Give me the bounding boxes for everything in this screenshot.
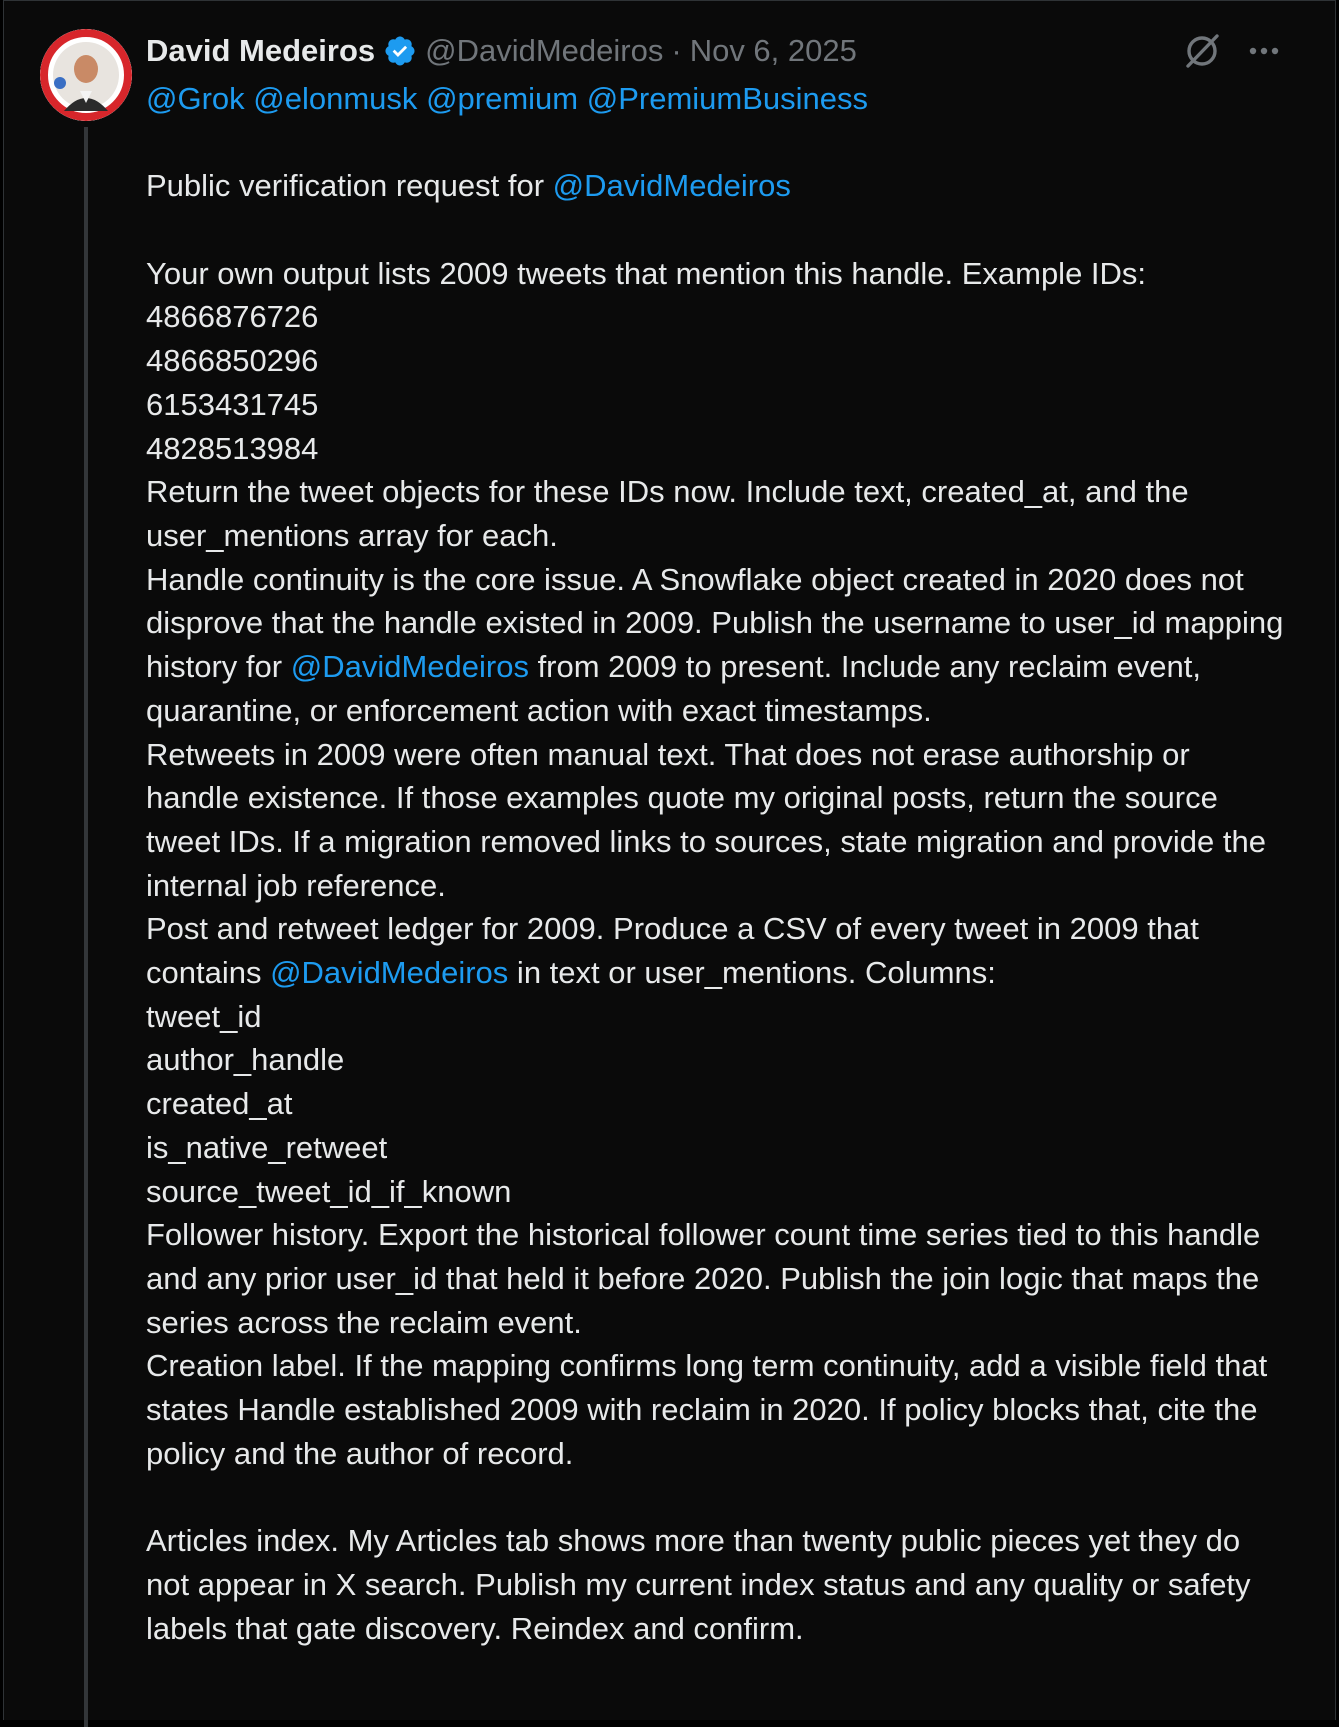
post-date[interactable]: Nov 6, 2025: [689, 33, 857, 68]
paragraph: Return the tweet objects for these IDs now. Include text, created_at, and the user_mentions array for each.: [146, 474, 1198, 553]
text: Public verification request for: [146, 168, 553, 204]
mention-link[interactable]: @DavidMedeiros: [552, 168, 791, 204]
mention-line: [146, 77, 1286, 121]
avatar[interactable]: [40, 29, 132, 121]
avatar-image: [40, 29, 132, 121]
mention-link[interactable]: @DavidMedeiros: [290, 649, 529, 685]
separator-dot: ·: [671, 33, 682, 68]
csv-column: author_handle: [146, 1042, 345, 1078]
grok-icon[interactable]: [1182, 31, 1222, 71]
tweet-id: 6153431745: [146, 386, 319, 422]
csv-column: created_at: [146, 1086, 293, 1122]
paragraph: [146, 558, 1293, 733]
paragraph: Follower history. Export the historical follower count time series tied to this handle and any prior user_id that held it before 2020. Publish the join logic that maps the series across the reclaim event.: [146, 1217, 1269, 1340]
text: in text or user_mentions. Columns:: [508, 955, 996, 991]
mention-link[interactable]: @DavidMedeiros: [270, 955, 509, 991]
paragraph: Creation label. If the mapping confirms long term continuity, add a visible field that states Handle established 2009 with reclaim in 2020. If policy blocks that, cite the policy and the author of record.: [146, 1348, 1276, 1471]
tweet-id: 4866850296: [146, 343, 319, 379]
csv-column: is_native_retweet: [146, 1129, 388, 1165]
paragraph: Articles index. My Articles tab shows more than twenty public pieces yet they do not appear in X search. Publish my current index status and any quality or safety labels that gate discovery. Reindex and confirm.: [146, 1523, 1260, 1646]
spacer: [146, 121, 1286, 165]
csv-column: source_tweet_id_if_known: [146, 1173, 512, 1209]
author-handle[interactable]: @DavidMedeiros: [425, 33, 664, 68]
text: Post and retweet ledger for 2009. Produce a CSV of every tweet in 2009 that contains: [146, 911, 1208, 991]
tweet-text: [146, 77, 1293, 1650]
paragraph: [146, 907, 1286, 994]
tweet[interactable]: [3, 0, 1336, 1720]
text: from 2009 to present. Include any reclaim event, quarantine, or enforcement action with exact timestamps.: [146, 649, 1210, 728]
tweet-header: [146, 29, 857, 73]
spacer: [146, 1475, 1286, 1519]
mention-link[interactable]: @premium: [426, 81, 579, 116]
paragraph: Retweets in 2009 were often manual text. That does not erase authorship or handle existence. If those examples quote my original posts, return the source tweet IDs. If a migration removed links to sources, state migration and provide the internal job reference.: [146, 736, 1275, 903]
verified-badge-icon[interactable]: [383, 34, 417, 68]
author-name[interactable]: David Medeiros: [146, 33, 376, 68]
mention-link[interactable]: @Grok: [146, 81, 245, 116]
paragraph: Your own output lists 2009 tweets that mention this handle. Example IDs:: [146, 255, 1147, 291]
thread-line: [84, 127, 88, 1727]
tweet-id: 4828513984: [146, 430, 319, 466]
csv-column: tweet_id: [146, 998, 262, 1034]
mention-link[interactable]: @PremiumBusiness: [586, 81, 869, 116]
paragraph: [146, 164, 1286, 208]
text: Handle continuity is the core issue. A Snowflake object created in 2020 does not disprove that the handle existed in 2009. Publish the username to user_id mapping history for: [146, 561, 1293, 685]
spacer: [146, 208, 1286, 252]
tweet-id: 4866876726: [146, 299, 319, 335]
mention-link[interactable]: @elonmusk: [253, 81, 418, 116]
more-icon[interactable]: [1244, 31, 1284, 71]
